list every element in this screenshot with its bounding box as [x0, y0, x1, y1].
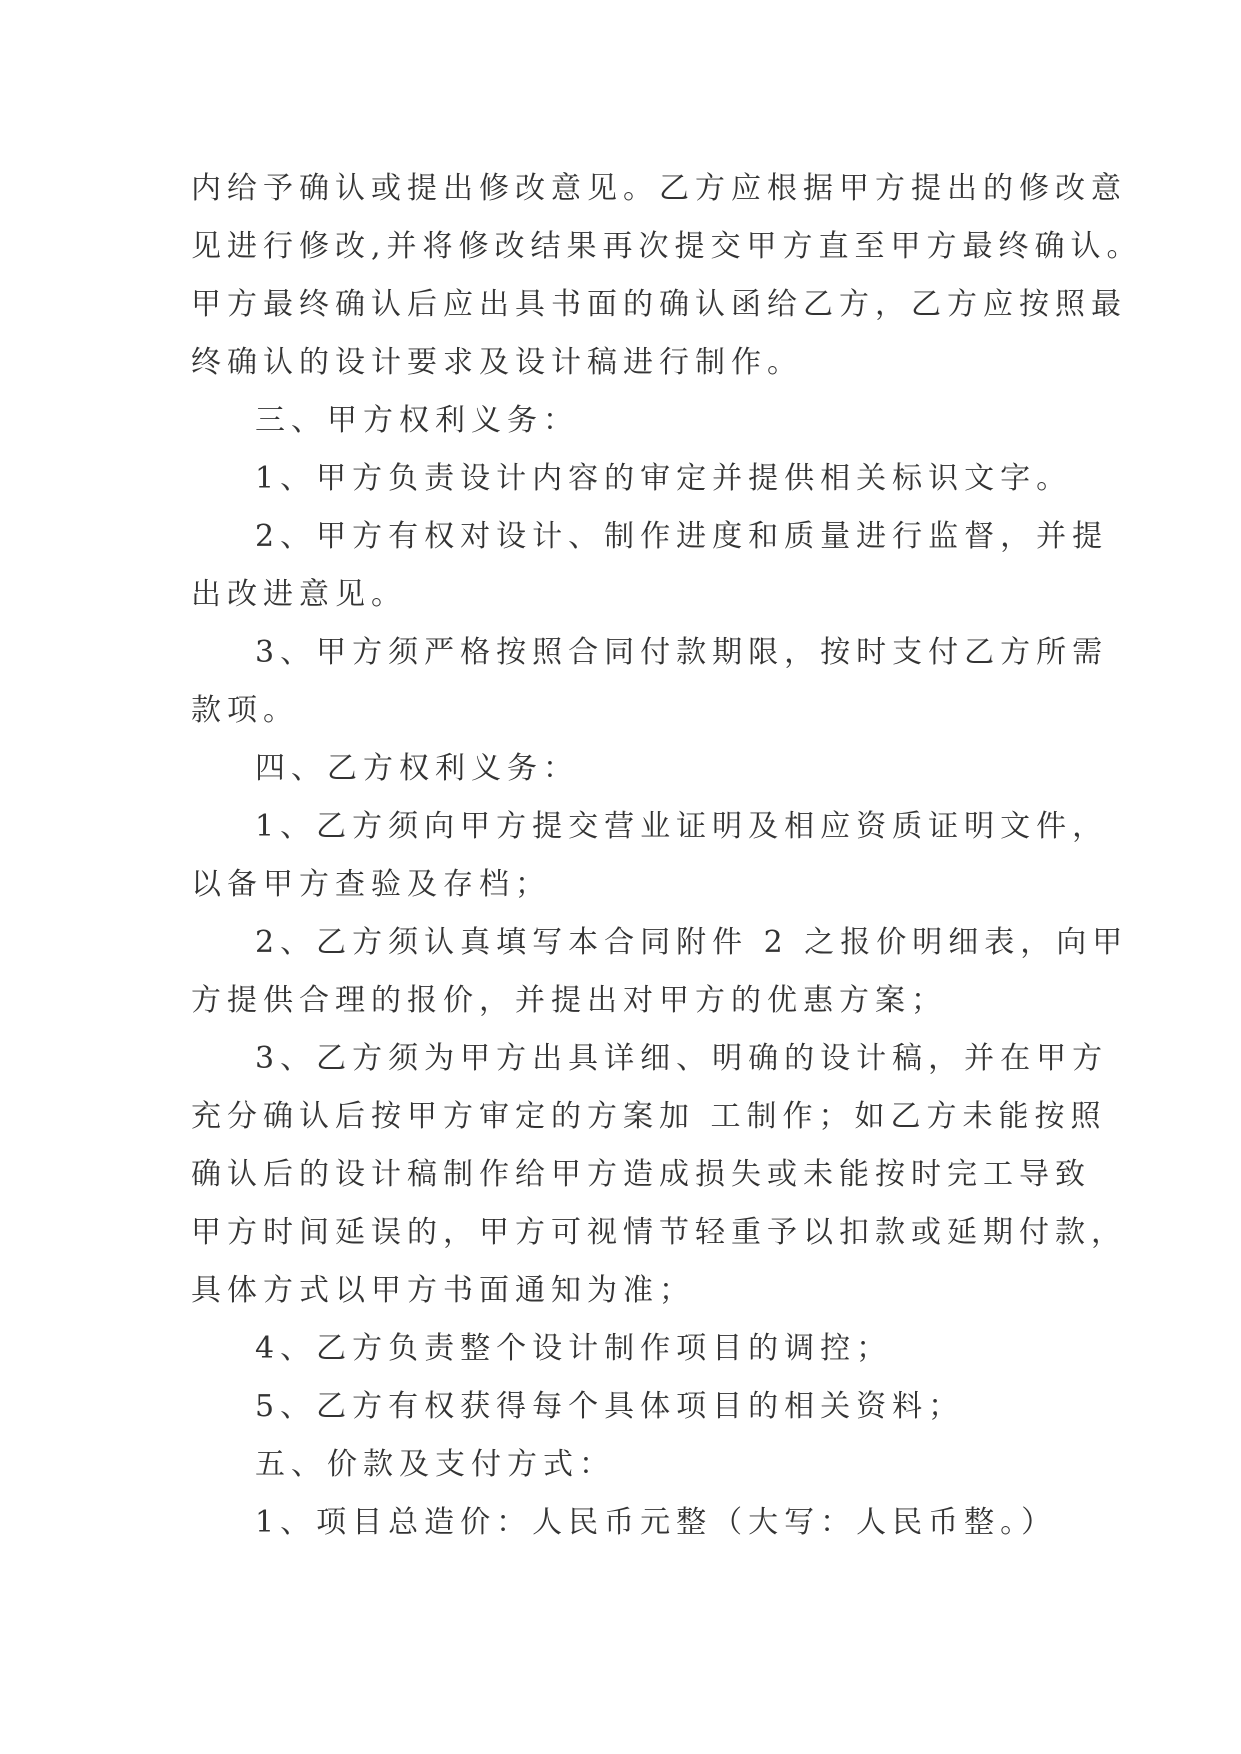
text-line: 3、甲方须严格按照合同付款期限，按时支付乙方所需 — [255, 635, 1109, 670]
document-body — [191, 160, 1143, 1552]
text-line: 甲方时间延误的，甲方可视情节轻重予以扣款或延期付款， — [191, 1215, 1127, 1250]
text-line: 充分确认后按甲方审定的方案加 工制作；如乙方未能按照 — [191, 1099, 1107, 1134]
text-line: 1、项目总造价：人民币元整（大写：人民币整。） — [255, 1505, 1058, 1540]
text-line: 内给予确认或提出修改意见。乙方应根据甲方提出的修改意 — [191, 171, 1127, 206]
text-line: 1、乙方须向甲方提交营业证明及相应资质证明文件， — [255, 809, 1109, 844]
text-line: 4、乙方负责整个设计制作项目的调控； — [255, 1331, 893, 1366]
text-line: 5、乙方有权获得每个具体项目的相关资料； — [255, 1389, 965, 1424]
section-heading: 三、甲方权利义务： — [255, 403, 579, 438]
text-line: 终确认的设计要求及设计稿进行制作。 — [191, 345, 803, 380]
text-line: 见进行修改,并将修改结果再次提交甲方直至甲方最终确认。 — [191, 229, 1143, 264]
text-line: 2、甲方有权对设计、制作进度和质量进行监督，并提 — [255, 519, 1109, 554]
section-heading: 五、价款及支付方式： — [255, 1447, 615, 1482]
text-line: 确认后的设计稿制作给甲方造成损失或未能按时完工导致 — [191, 1157, 1091, 1192]
text-line: 方提供合理的报价，并提出对甲方的优惠方案； — [191, 983, 947, 1018]
text-line: 具体方式以甲方书面通知为准； — [191, 1273, 695, 1308]
text-line: 1、甲方负责设计内容的审定并提供相关标识文字。 — [255, 461, 1073, 496]
text-line: 出改进意见。 — [191, 577, 407, 612]
text-line: 2、乙方须认真填写本合同附件 2 之报价明细表，向甲 — [255, 925, 1129, 960]
text-line: 3、乙方须为甲方出具详细、明确的设计稿，并在甲方 — [255, 1041, 1109, 1076]
text-line: 以备甲方查验及存档； — [191, 867, 551, 902]
section-heading: 四、乙方权利义务： — [255, 751, 579, 786]
text-line: 款项。 — [191, 693, 299, 728]
text-line: 甲方最终确认后应出具书面的确认函给乙方，乙方应按照最 — [191, 287, 1127, 322]
